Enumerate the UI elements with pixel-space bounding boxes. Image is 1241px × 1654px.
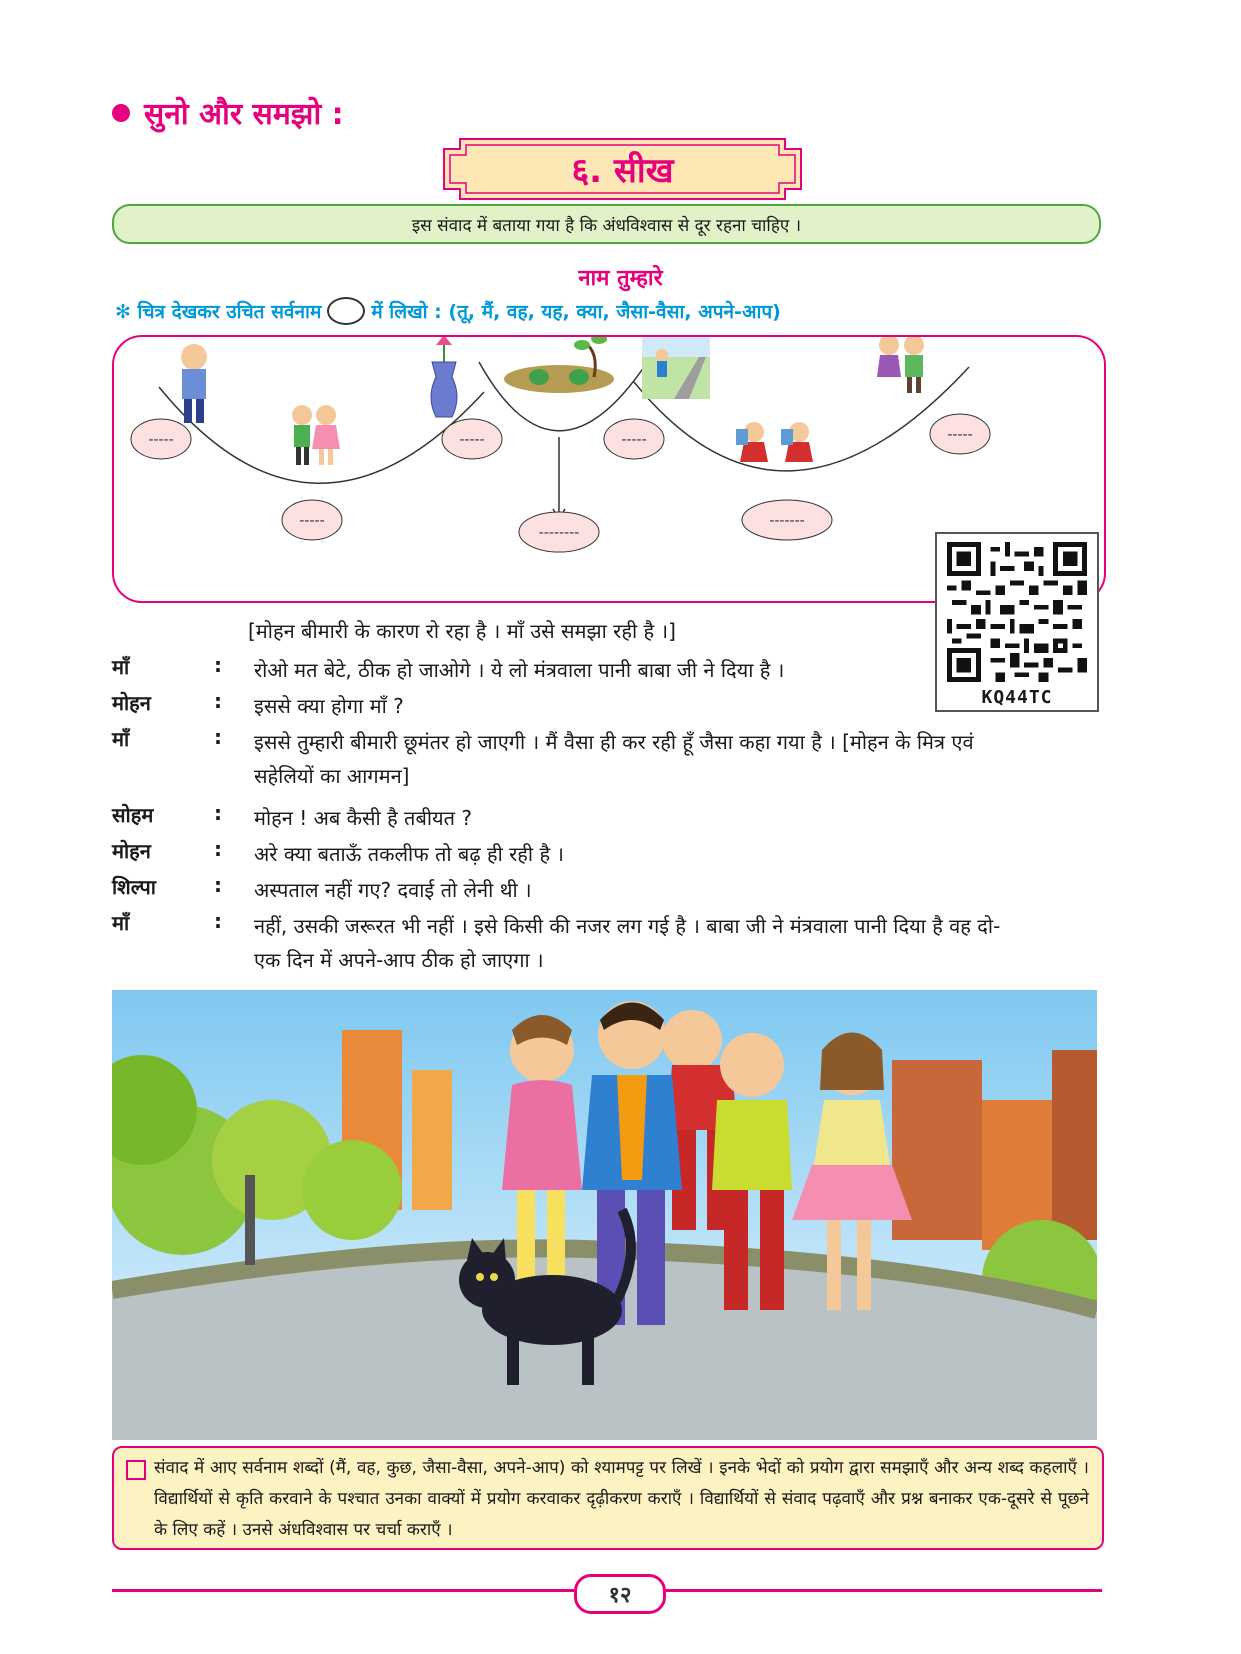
scene-illustration (112, 990, 1097, 1440)
blank-2: ----- (459, 432, 485, 448)
qr-code[interactable] (935, 532, 1099, 712)
pair-illustration (877, 337, 924, 393)
dialogue-text: मोहन ! अब कैसी है तबीयत ? (254, 806, 473, 830)
seeds-illustration (504, 337, 614, 393)
oval-icon (327, 297, 365, 325)
teacher-note (112, 1446, 1104, 1550)
blank-6: -------- (538, 525, 580, 541)
speaker: माँ (112, 911, 130, 935)
bullet-icon (112, 104, 130, 122)
children-illustration (292, 405, 340, 465)
speaker: मोहन (112, 691, 151, 715)
colon: : (214, 653, 222, 677)
speaker: सोहम (112, 803, 154, 827)
colon: : (214, 689, 222, 713)
colon: : (214, 801, 222, 825)
colon: : (214, 873, 222, 897)
blank-4: ----- (947, 427, 973, 443)
dialogue-text: इससे क्या होगा माँ ? (254, 694, 404, 718)
lesson-title: ६. सीख (571, 151, 674, 191)
section-heading-text: सुनो और समझो : (144, 97, 344, 132)
dialogue-line (112, 801, 1014, 835)
section-heading (112, 92, 344, 133)
blank-7: ------- (769, 513, 805, 529)
dialogue-line (112, 909, 1014, 977)
dialogue-text: नहीं, उसकी जरूरत भी नहीं । इसे किसी की नजर लग गई है । बाबा जी ने मंत्रवाला पानी दिया है वह दो-एक दिन में अपने-आप ठीक हो जाएगा । (254, 914, 1001, 972)
dialogue-text: इससे तुम्हारी बीमारी छूमंतर हो जाएगी । मैं वैसा ही कर रही हूँ जैसा कहा गया है । [मोहन के मित्र एवं सहेलियों का आगमन] (254, 730, 974, 788)
activity-instruction (115, 297, 781, 325)
dialogue-text: रोओ मत बेटे, ठीक हो जाओगे । ये लो मंत्रवाला पानी बाबा जी ने दिया है । (254, 658, 785, 682)
instruction-suffix: में लिखो : (तू, मैं, वह, यह, क्या, जैसा-वैसा, अपने-आप) (371, 301, 781, 323)
speaker: मोहन (112, 839, 151, 863)
blank-3: ----- (621, 432, 647, 448)
blank-5: ----- (299, 513, 325, 529)
activity-title: नाम तुम्हारे (578, 266, 663, 291)
children-and-black-cat-illustration (112, 990, 1097, 1440)
road-scene-illustration (642, 337, 710, 399)
checkbox-icon (126, 1460, 146, 1480)
vase-illustration (431, 337, 457, 417)
girls-illustration (736, 422, 813, 462)
stage-direction: [मोहन बीमारी के कारण रो रहा है । माँ उसे समझा रही है ।] (248, 619, 676, 643)
speaker: माँ (112, 655, 130, 679)
dialogue-text: अस्पताल नहीं गए? दवाई तो लेनी थी । (254, 878, 532, 902)
page-number: १२ (574, 1574, 666, 1614)
speaker: माँ (112, 727, 130, 751)
qr-code-label: KQ44TC (981, 687, 1053, 708)
dialogue-line (112, 837, 1014, 871)
dialogue-line (112, 689, 1014, 723)
instruction-prefix: ✻ चित्र देखकर उचित सर्वनाम (115, 301, 322, 323)
colon: : (214, 725, 222, 749)
boy-illustration (181, 344, 207, 423)
colon: : (214, 837, 222, 861)
dialogue-line (112, 725, 1014, 793)
teacher-note-text: संवाद में आए सर्वनाम शब्दों (मैं, वह, कुछ, जैसा-वैसा, अपने-आप) को श्यामपट्ट पर लिखें । इनके भेदों को प्रयोग द्वारा समझाएँ और अन्य शब्द कहलाएँ । विद्यार्थियों से कृति करवाने के पश्चात उनका वाक्यों में प्रयोग करवाकर दृढ़ीकरण कराएँ । विद्यार्थियों से संवाद पढ़वाएँ और प्रश्न बनाकर एक-दूसरे से पूछने के लिए कहें । उनसे अंधविश्वास पर चर्चा कराएँ । (154, 1458, 1089, 1540)
speaker: शिल्पा (112, 875, 156, 899)
lesson-summary: इस संवाद में बताया गया है कि अंधविश्वास से दूर रहना चाहिए । (112, 204, 1101, 244)
qr-code-icon (945, 542, 1089, 682)
dialogue-text: अरे क्या बताऊँ तकलीफ तो बढ़ ही रही है । (254, 842, 565, 866)
colon: : (214, 909, 222, 933)
lesson-title-box (440, 135, 805, 203)
dialogue-line (112, 873, 1014, 907)
blank-1: ----- (148, 432, 174, 448)
dialogue-line (112, 653, 954, 687)
